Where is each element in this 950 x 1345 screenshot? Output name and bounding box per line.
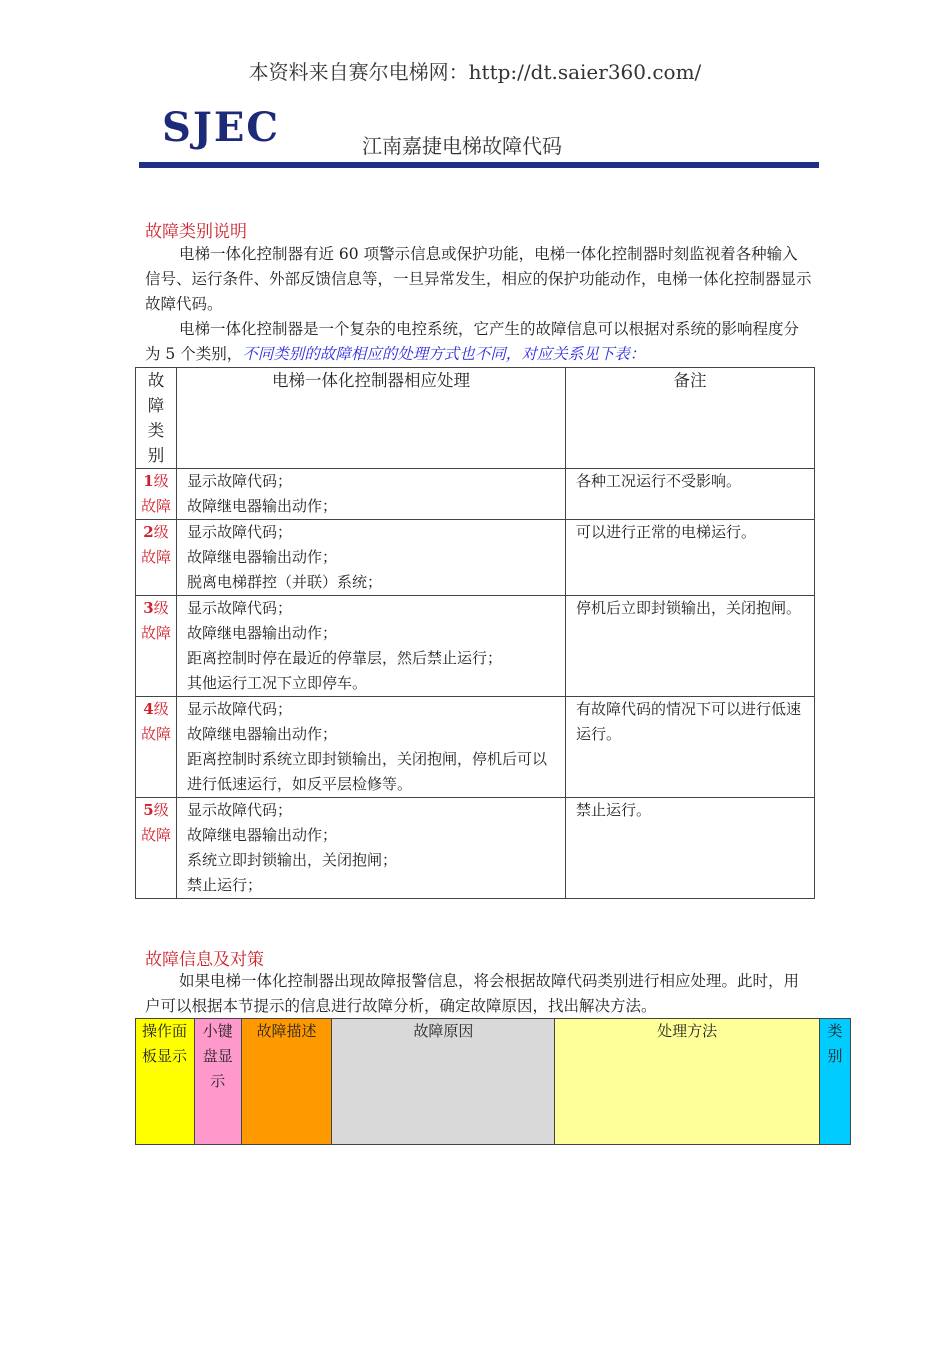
table-row: [136, 520, 815, 596]
source-line: 本资料来自赛尔电梯网：http://dt.saier360.com/: [248, 60, 702, 84]
header-note: 备注: [566, 368, 815, 469]
level-cell: 2级 故障: [136, 520, 177, 596]
category-text: 电梯一体化控制器是一个复杂的电控系统，它产生的故障信息可以根据对系统的影响程度分为 5 个类别，: [145, 320, 800, 363]
header-panel-display: 操作面板显示: [136, 1019, 195, 1145]
header-handling: 电梯一体化控制器相应处理: [177, 368, 566, 469]
intro-text: 电梯一体化控制器有近 60 项警示信息或保护功能，电梯一体化控制器时刻监视着各种输入信号、运行条件、外部反馈信息等，一旦异常发生，相应的保护功能动作，电梯一体化控制器显示故障代码。: [145, 245, 812, 313]
fault-info-table: [135, 1018, 851, 1145]
section-heading-fault-info: 故障信息及对策: [145, 950, 264, 970]
fault-table-header-row: [136, 1019, 851, 1145]
category-paragraph: [145, 317, 813, 367]
section-heading-fault-categories: 故障类别说明: [145, 222, 247, 242]
level-cell: 1级 故障: [136, 469, 177, 520]
intro-paragraph: [145, 242, 813, 317]
handling-cell: 显示故障代码； 故障继电器输出动作； 系统立即封锁输出，关闭抱闸； 禁止运行；: [177, 798, 566, 899]
document-title: 江南嘉捷电梯故障代码: [362, 134, 562, 158]
table-row: [136, 469, 815, 520]
level-cell: 5级 故障: [136, 798, 177, 899]
header-fault-category: 故障类别: [136, 368, 177, 469]
category-text-highlight: 不同类别的故障相应的处理方式也不同，对应关系见下表：: [242, 345, 646, 363]
level-cell: 3级 故障: [136, 596, 177, 697]
header-fault-cause: 故障原因: [332, 1019, 555, 1145]
table-row: [136, 798, 815, 899]
table-row: [136, 596, 815, 697]
sjec-logo: SJEC: [162, 104, 281, 151]
fault-info-text: 如果电梯一体化控制器出现故障报警信息，将会根据故障代码类别进行相应处理。此时，用户可以根据本节提示的信息进行故障分析，确定故障原因，找出解决方法。: [145, 972, 800, 1015]
header-category: 类别: [819, 1019, 850, 1145]
handling-cell: 显示故障代码； 故障继电器输出动作； 距离控制时停在最近的停靠层，然后禁止运行； 其他运行工况下立即停车。: [177, 596, 566, 697]
header-divider: [139, 162, 819, 168]
handling-cell: 显示故障代码； 故障继电器输出动作； 脱离电梯群控（并联）系统；: [177, 520, 566, 596]
table-header-row: [136, 368, 815, 469]
level-cell: 4级 故障: [136, 697, 177, 798]
note-cell: 停机后立即封锁输出，关闭抱闸。: [566, 596, 815, 697]
note-cell: 禁止运行。: [566, 798, 815, 899]
note-cell: 可以进行正常的电梯运行。: [566, 520, 815, 596]
note-cell: 各种工况运行不受影响。: [566, 469, 815, 520]
handling-cell: 显示故障代码； 故障继电器输出动作；: [177, 469, 566, 520]
fault-level-table: [135, 367, 815, 899]
table-row: [136, 697, 815, 798]
header-fault-description: 故障描述: [241, 1019, 332, 1145]
fault-info-paragraph: [145, 969, 813, 1019]
handling-cell: 显示故障代码； 故障继电器输出动作； 距离控制时系统立即封锁输出，关闭抱闸，停机后可以进行低速运行，如反平层检修等。: [177, 697, 566, 798]
header-solution: 处理方法: [555, 1019, 820, 1145]
note-cell: 有故障代码的情况下可以进行低速运行。: [566, 697, 815, 798]
header-keypad-display: 小键盘显示: [194, 1019, 241, 1145]
